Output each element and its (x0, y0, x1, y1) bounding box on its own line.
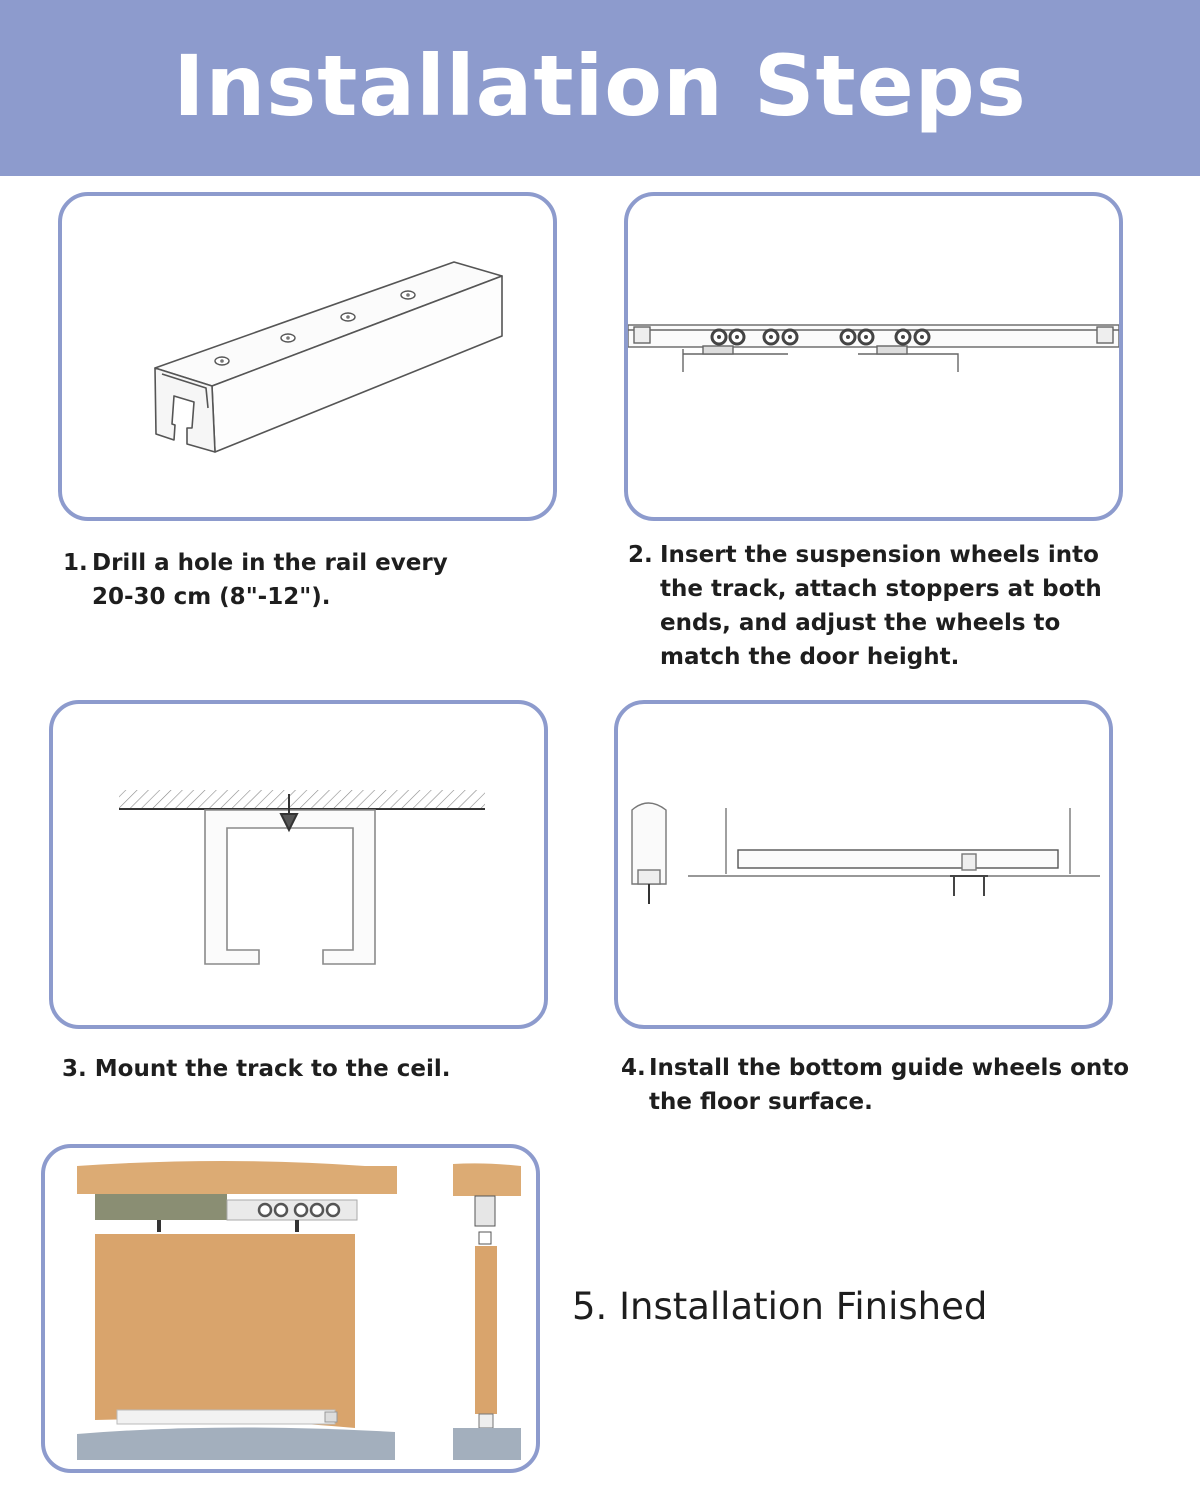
step-3-number: 3. (62, 1056, 87, 1082)
step-4-text: Install the bottom guide wheels onto the floor surface. (649, 1055, 1130, 1115)
step-2-text: Insert the suspension wheels into the track, attach stoppers at both ends, and adjust the wheels to match the door height. (660, 542, 1102, 670)
step-3-illustration-panel (49, 700, 548, 1029)
rail-with-holes-icon (62, 196, 553, 517)
step-5-caption (572, 1284, 987, 1330)
step-1-illustration-panel (58, 192, 557, 521)
step-4-caption (621, 1051, 1141, 1119)
step-5-number: 5. (572, 1285, 608, 1328)
step-4-number: 4. (621, 1055, 646, 1081)
step-2-illustration-panel (624, 192, 1123, 521)
step-4-illustration-panel (614, 700, 1113, 1029)
track-with-wheels-icon (628, 196, 1119, 517)
finished-sliding-door-icon (45, 1148, 536, 1469)
step-5-text: Installation Finished (619, 1285, 988, 1328)
step-1-caption (63, 546, 463, 614)
step-2-number: 2. (628, 542, 653, 568)
step-3-caption (62, 1052, 502, 1086)
step-3-text: Mount the track to the ceil. (94, 1056, 451, 1082)
ceiling-mounted-track-icon (53, 704, 544, 1025)
step-2-caption (628, 538, 1148, 674)
step-1-text: Drill a hole in the rail every 20-30 cm (8"-12"). (92, 550, 448, 610)
step-5-illustration-panel (41, 1144, 540, 1473)
step-1-number: 1. (63, 550, 88, 576)
floor-guide-wheel-icon (618, 704, 1109, 1025)
header-banner (0, 0, 1200, 176)
page-title: Installation Steps (173, 37, 1027, 135)
